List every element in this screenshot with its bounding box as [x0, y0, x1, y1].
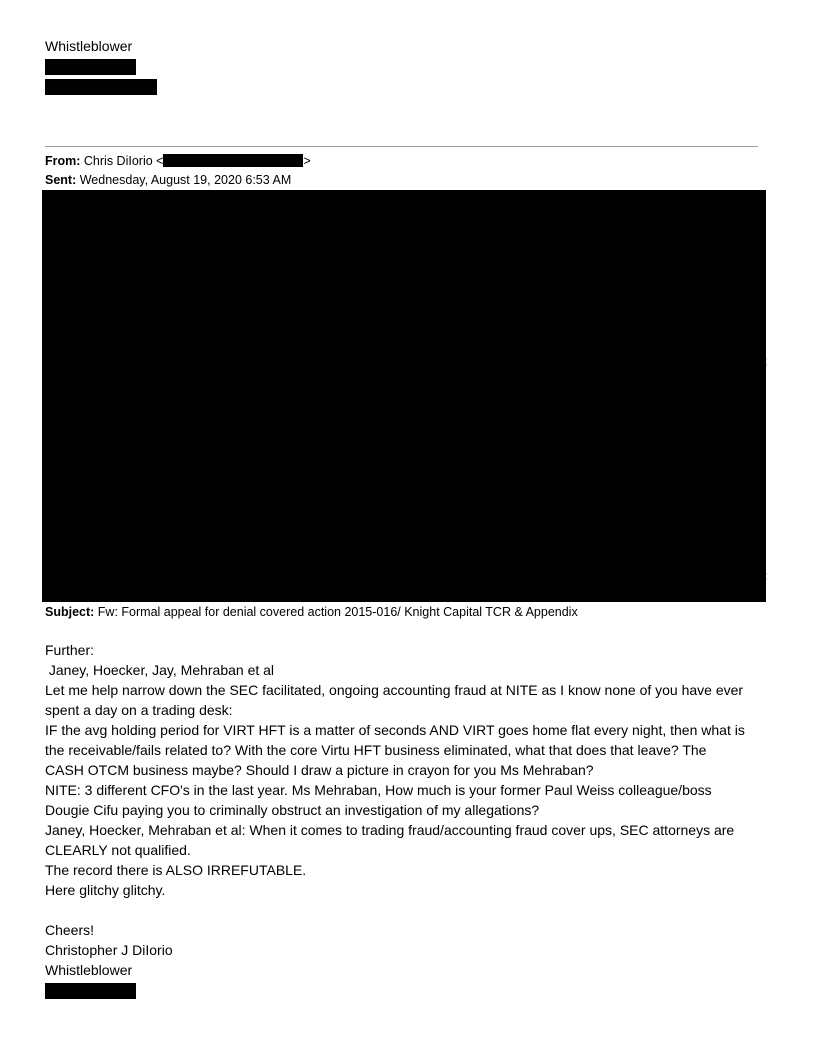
- body-line-6: the receivable/fails related to? With the core Virtu HFT business eliminated, what that does that leave? The: [45, 742, 707, 758]
- header-separator: [45, 146, 758, 147]
- closing-sign-off: Cheers!: [45, 922, 95, 938]
- from-name: Chris DiIorio <: [83, 154, 164, 168]
- redacted-block-top-2: [45, 79, 157, 95]
- from-close-bracket: >: [303, 154, 311, 168]
- body-line-12: The record there is ALSO IRREFUTABLE.: [45, 862, 307, 878]
- body-line-10: Janey, Hoecker, Mehraban et al: When it comes to trading fraud/accounting fraud cover ups, SEC attorneys are: [45, 822, 735, 838]
- body-line-8: NITE: 3 different CFO's in the last year. Ms Mehraban, How much is your former Paul Weiss colleague/boss: [45, 782, 712, 798]
- body-line-5: IF the avg holding period for VIRT HFT is a matter of seconds AND VIRT goes home flat every night, then what is: [45, 722, 745, 738]
- subject-label: Subject:: [45, 605, 95, 619]
- subject-line: [45, 605, 578, 620]
- redacted-block-bottom: [45, 983, 136, 999]
- body-line-9: Dougie Cifu paying you to criminally obstruct an investigation of my allegations?: [45, 802, 540, 818]
- body-line-7: CASH OTCM business maybe? Should I draw a picture in crayon for you Ms Mehraban?: [45, 762, 594, 778]
- top-signature-name: Whistleblower: [45, 38, 133, 54]
- stray-semicolon: ;: [764, 354, 768, 368]
- stray-colon: :: [764, 569, 768, 583]
- body-line-4: spent a day on a trading desk:: [45, 702, 233, 718]
- from-line: [45, 154, 311, 169]
- subject-value: Fw: Formal appeal for denial covered action 2015-016/ Knight Capital TCR & Appendix: [97, 605, 578, 619]
- sent-label: Sent:: [45, 173, 77, 187]
- closing-name: Christopher J DiIorio: [45, 942, 173, 958]
- sent-line: [45, 173, 291, 188]
- closing-title: Whistleblower: [45, 962, 133, 978]
- redacted-email-address: [163, 154, 303, 167]
- body-line-13: Here glitchy glitchy.: [45, 882, 166, 898]
- from-label: From:: [45, 154, 81, 168]
- redacted-recipients-block: [42, 190, 766, 602]
- sent-value: Wednesday, August 19, 2020 6:53 AM: [79, 173, 292, 187]
- body-line-3: Let me help narrow down the SEC facilitated, ongoing accounting fraud at NITE as I know none of you have ever: [45, 682, 744, 698]
- body-line-11: CLEARLY not qualified.: [45, 842, 191, 858]
- body-line-2: Janey, Hoecker, Jay, Mehraban et al: [45, 662, 275, 678]
- body-line-1: Further:: [45, 642, 95, 658]
- redacted-block-top-1: [45, 59, 136, 75]
